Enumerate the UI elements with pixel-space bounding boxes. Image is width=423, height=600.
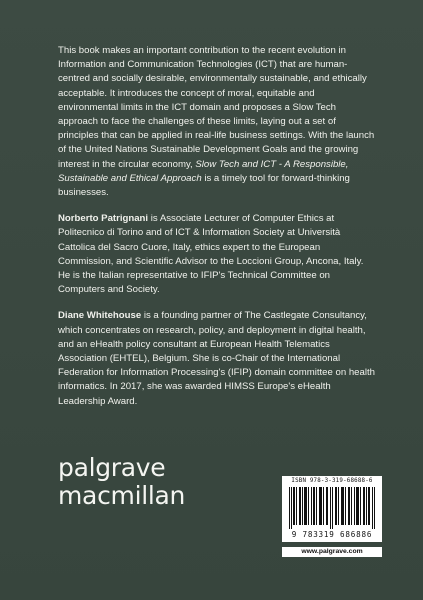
publisher-website: www.palgrave.com xyxy=(282,547,382,557)
back-cover-blurb xyxy=(58,44,376,421)
publisher-logo-line2: macmillan xyxy=(58,481,186,510)
barcode-digits: 9 783319 686886 xyxy=(291,530,373,539)
publisher-logo xyxy=(58,454,185,510)
author2-bio xyxy=(58,309,376,408)
publisher-logo-line1: palgrave xyxy=(58,453,166,482)
barcode-bars xyxy=(288,487,376,529)
isbn-label: ISBN 978-3-319-68688-6 xyxy=(291,478,373,484)
description-text-end: is a timely tool for forward-thinking businesses. xyxy=(58,172,350,199)
isbn-barcode xyxy=(282,476,382,542)
book-title-italic: Slow Tech and ICT - A Responsible, Sustainable and Ethical Approach xyxy=(58,158,349,184)
author1-name: Norberto Patrignani xyxy=(58,213,149,225)
author1-bio-text: is Associate Lecturer of Computer Ethics at Politecnico di Torino and of ICT & Information Society at Università Cattolica del Sacro Cuore, Italy, ethics expert to the European Commission, and Scientific Advisor to the Loccioni Group, Ancona, Italy. He is the Italian representative to IFIP's Technical Committee on Computers and Society. xyxy=(58,213,364,296)
author1-bio xyxy=(58,212,376,297)
book-description xyxy=(58,44,376,200)
author2-name: Diane Whitehouse xyxy=(58,310,142,322)
author2-bio-text: is a founding partner of The Castlegate Consultancy, which concentrates on research, policy, and deployment in digital health, and an eHealth policy consultant at European Health Telematics Association (EHTEL), Belgium. She is co-Chair of the International Federation for Information Processing's (IFIP) domain committee on health informatics. In 2017, she was awarded HIMSS Europe's eHealth Leadership Award. xyxy=(58,310,375,407)
description-text: This book makes an important contribution to the recent evolution in Information and Communication Technologies (ICT) that are human-centred and socially desirable, environmentally sustainable, and ethically acceptable. It introduces the concept of moral, equitable and environmental limits in the ICT domain and proposes a Slow Tech approach to face the challenges of these limits, laying out a set of principles that can be applied in real-life business settings. With the launch of the United Nations Sustainable Development Goals and the growing interest in the circular economy, xyxy=(58,45,375,170)
